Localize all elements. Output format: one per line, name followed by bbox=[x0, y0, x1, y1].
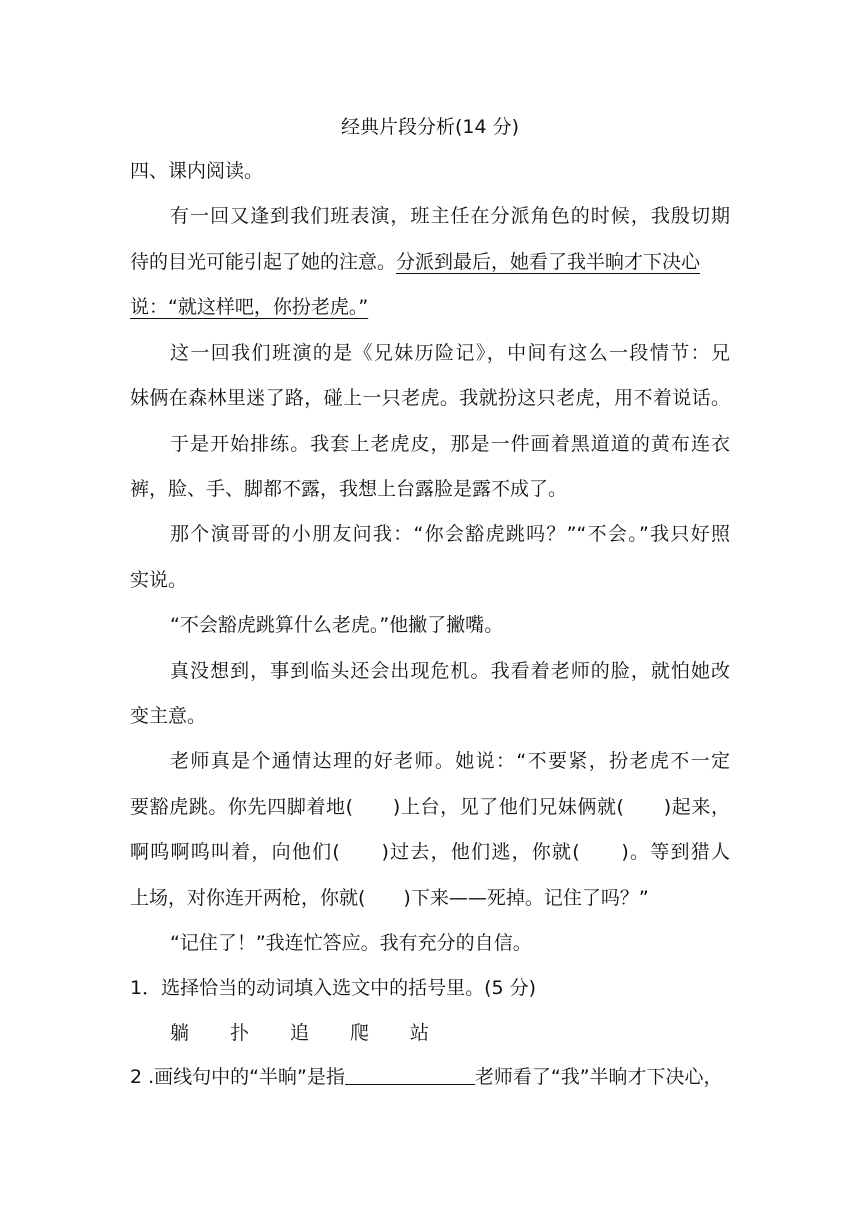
underlined-sentence-part2: 说：“就这样吧，你扮老虎。” bbox=[130, 296, 369, 318]
p1-line2 bbox=[130, 249, 700, 275]
choice-verb: 扑 bbox=[230, 1022, 250, 1044]
choice-verb: 爬 bbox=[350, 1022, 370, 1044]
choice-verb: 躺 bbox=[170, 1022, 190, 1044]
p7-line2: 要豁虎跳。你先四脚着地( )上台，见了他们兄妹俩就( )起来， bbox=[130, 796, 730, 818]
p6-line1: 真没想到，事到临头还会出现危机。我看着老师的脸，就怕她改 bbox=[170, 660, 730, 682]
question-2-suffix: 老师看了“我”半晌才下决心， bbox=[474, 1066, 723, 1088]
choice-verb: 追 bbox=[290, 1022, 310, 1044]
p1-line3 bbox=[130, 294, 368, 320]
p8-line1: “记住了！”我连忙答应。我有充分的自信。 bbox=[170, 932, 532, 954]
p3-line2: 裤，脸、手、脚都不露，我想上台露脸是露不成了。 bbox=[130, 478, 568, 500]
p7-line3: 啊呜啊呜叫着，向他们( )过去，他们逃，你就( )。等到猎人 bbox=[130, 841, 730, 863]
p7-line1: 老师真是个通情达理的好老师。她说：“不要紧，扮老虎不一定 bbox=[170, 750, 730, 772]
p1-line1: 有一回又逢到我们班表演，班主任在分派角色的时候，我殷切期 bbox=[170, 205, 730, 227]
section-heading: 四、课内阅读。 bbox=[130, 160, 264, 182]
page-title: 经典片段分析(14 分) bbox=[340, 116, 520, 138]
verb-choices bbox=[170, 1020, 470, 1046]
question-1: 1．选择恰当的动词填入选文中的括号里。(5 分) bbox=[130, 977, 537, 999]
p7-line4: 上场，对你连开两枪，你就( )下来——死掉。记住了吗？” bbox=[130, 887, 649, 909]
p6-line2: 变主意。 bbox=[130, 705, 207, 727]
underlined-sentence-part1: 分派到最后，她看了我半晌才下决心 bbox=[396, 251, 701, 273]
question-2-prefix: 2 .画线句中的“半晌”是指 bbox=[130, 1066, 345, 1088]
p4-line1: 那个演哥哥的小朋友问我：“你会豁虎跳吗？”“不会。”我只好照 bbox=[170, 523, 730, 545]
question-2 bbox=[130, 1064, 723, 1090]
p4-line2: 实说。 bbox=[130, 569, 188, 591]
p3-line1: 于是开始排练。我套上老虎皮，那是一件画着黑道道的黄布连衣 bbox=[170, 433, 730, 455]
p2-line2: 妹俩在森林里迷了路，碰上一只老虎。我就扮这只老虎，用不着说话。 bbox=[130, 387, 730, 409]
p5-line1: “不会豁虎跳算什么老虎。”他撇了撇嘴。 bbox=[170, 614, 504, 636]
choice-verb: 站 bbox=[410, 1022, 430, 1044]
p1-line2-plain: 待的目光可能引起了她的注意。 bbox=[130, 251, 397, 273]
answer-blank[interactable] bbox=[345, 1064, 475, 1085]
p2-line1: 这一回我们班演的是《兄妹历险记》，中间有这么一段情节：兄 bbox=[170, 342, 730, 364]
